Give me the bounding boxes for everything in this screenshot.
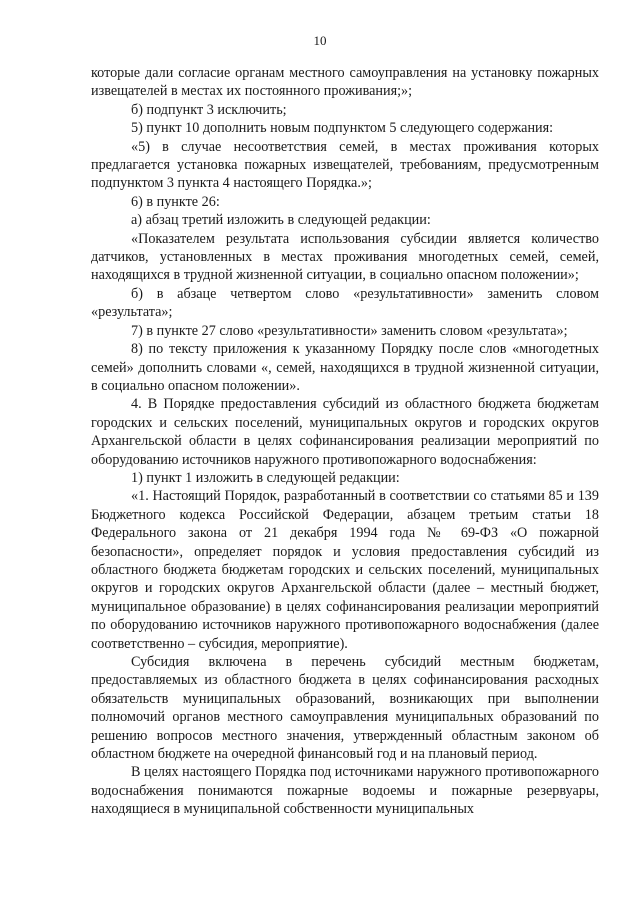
paragraph: «Показателем результата использования субсидии является количество датчиков, установленных в местах проживания многодетных семей, семей, находящихся в трудной жизненной ситуации, в социально опасном положении»; [91, 230, 599, 284]
paragraph: 4. В Порядке предоставления субсидий из областного бюджета бюджетам городских и сельских поселений, муниципальных округов и городских округов Архангельской области в целях софинансирования реализации мероприятий по оборудованию источников наружного противопожарного водоснабжения: [91, 396, 599, 468]
paragraph: 8) по тексту приложения к указанному Порядку после слов «многодетных семей» дополнить словами «, семей, находящихся в трудной жизненной ситуации, в социально опасном положении». [91, 341, 599, 394]
paragraph: б) в абзаце четвертом слово «результативности» заменить словом «результата»; [91, 285, 599, 321]
paragraph: 7) в пункте 27 слово «результативности» заменить словом «результата»; [131, 322, 568, 339]
paragraph: 5) пункт 10 дополнить новым подпунктом 5 следующего содержания: [131, 120, 554, 137]
paragraph: «1. Настоящий Порядок, разработанный в соответствии со статьями 85 и 139 Бюджетного кодекса Российской Федерации, абзацем третьим статьи 18 Федерального закона от 21 декабря 1994 года № 69-ФЗ «О пожарной безопасности», определяет порядок и условия предоставления субсидий из областного бюджета бюджетам городских и сельских поселений, муниципальных округов и городских округов Архангельской области (далее – местный бюджет, муниципальное образование) в целях софинансирования реализации мероприятий по оборудованию источников наружного противопожарного водоснабжения (далее соответственно – субсидия, мероприятие). [91, 488, 599, 652]
paragraph: которые дали согласие органам местного самоуправления на установку пожарных извещателей в местах их постоянного проживания;»; [91, 65, 599, 100]
paragraph: «5) в случае несоответствия семей, в местах проживания которых предлагается установка пожарных извещателей, требованиям, предусмотренным подпунктом 3 пункта 4 настоящего Порядка.»; [91, 138, 599, 192]
paragraph: Субсидия включена в перечень субсидий местным бюджетам, предоставляемых из областного бюджета в целях софинансирования расходных обязательств муниципальных образований, возникающих при выполнении полномочий органов местного самоуправления муниципальных образований по решению вопросов местного значения, утвержденный областным законом об областном бюджете на очередной финансовый год и на плановый период. [91, 654, 599, 763]
paragraph: а) абзац третий изложить в следующей редакции: [131, 212, 431, 229]
paragraph: 1) пункт 1 изложить в следующей редакции: [131, 469, 400, 486]
paragraph: В целях настоящего Порядка под источниками наружного противопожарного водоснабжения понимаются пожарные водоемы и пожарные резервуары, находящиеся в муниципальной собственности муниципальных [91, 764, 599, 818]
document-body [91, 64, 599, 819]
paragraph: 6) в пункте 26: [131, 193, 220, 210]
page-number: 10 [313, 33, 327, 48]
paragraph: б) подпункт 3 исключить; [131, 101, 287, 118]
